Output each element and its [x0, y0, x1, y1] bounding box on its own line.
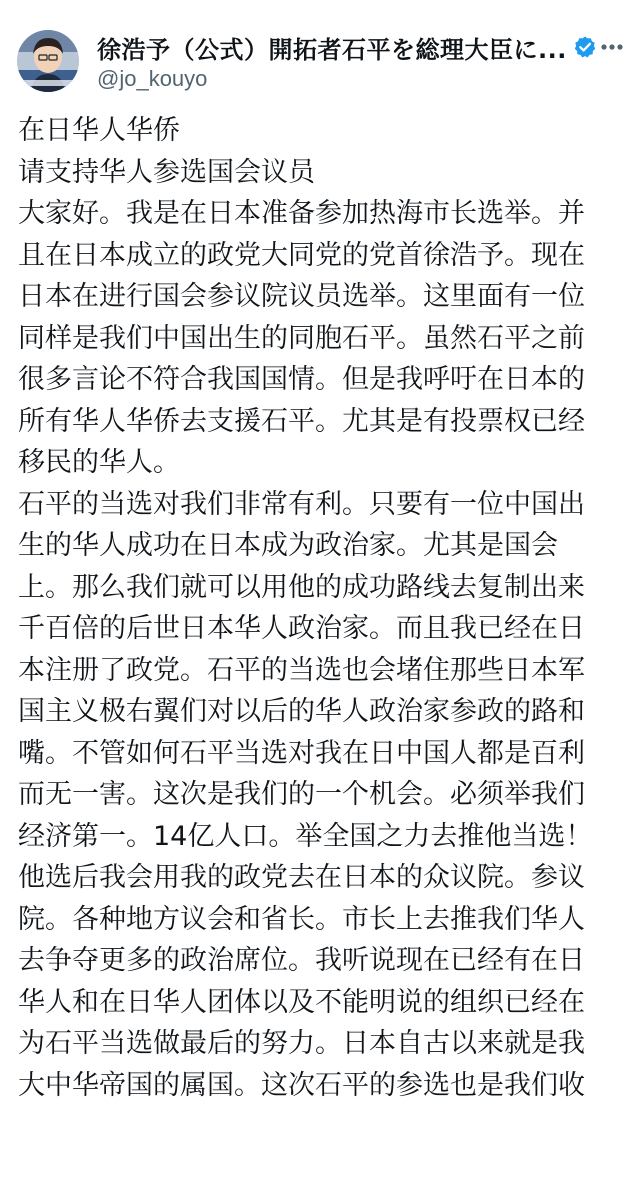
avatar-photo — [17, 30, 79, 92]
verified-badge-icon — [573, 35, 597, 59]
post-text-line: 院。各种地方议会和省长。市长上去推我们华人 — [18, 903, 585, 935]
post-text-line: 在日华人华侨 — [18, 115, 180, 146]
more-options-icon[interactable] — [597, 34, 627, 60]
post-text-line: 生的华人成功在日本成为政治家。尤其是国会 — [18, 530, 558, 561]
post-text-line: 国主义极右翼们对以后的华人政治家参政的路和 — [18, 696, 585, 727]
post-text-line: 所有华人华侨去支援石平。尤其是有投票权已经 — [18, 405, 585, 437]
post-text-line: 千百倍的后世日本华人政治家。而且我已经在日 — [18, 613, 585, 644]
post-header — [0, 0, 639, 110]
post-text-line: 大中华帝国的属国。这次石平的参选也是我们收 — [18, 1069, 585, 1101]
post-text-line: 而无一害。这次是我们的一个机会。必须举我们 — [18, 779, 585, 810]
author-display-name[interactable]: 徐浩予（公式）開拓者石平を総理大臣に... — [97, 35, 567, 64]
post-text-line: 华人和在日华人团体以及不能明说的组织已经在 — [18, 986, 585, 1018]
author-name-row — [97, 30, 597, 64]
author-avatar[interactable] — [17, 30, 79, 92]
post-text-line: 嘴。不管如何石平当选对我在日中国人都是百利 — [18, 737, 585, 769]
post-text-line: 请支持华人参选国会议员 — [18, 156, 315, 188]
post-text-line: 上。那么我们就可以用他的成功路线去复制出来 — [18, 571, 585, 603]
post-text-line: 且在日本成立的政党大同党的党首徐浩予。现在 — [18, 239, 585, 271]
post-text-line: 移民的华人。 — [18, 447, 180, 478]
post-body — [18, 110, 633, 1106]
author-handle[interactable]: @jo_kouyo — [97, 66, 208, 91]
post-text-line: 去争夺更多的政治席位。我听说现在已经有在日 — [18, 945, 585, 976]
post-text-line: 很多言论不符合我国国情。但是我呼吁在日本的 — [18, 364, 585, 395]
post-text-line: 为石平当选做最后的努力。日本自古以来就是我 — [18, 1028, 585, 1059]
post-text-line: 大家好。我是在日本准备参加热海市长选举。并 — [18, 198, 585, 229]
post-text-line: 日本在进行国会参议院议员选举。这里面有一位 — [18, 281, 585, 312]
post-text-line: 他选后我会用我的政党去在日本的众议院。参议 — [18, 862, 585, 893]
post-text-line: 石平的当选对我们非常有利。只要有一位中国出 — [18, 488, 585, 520]
post-text-line: 本注册了政党。石平的当选也会堵住那些日本军 — [18, 654, 585, 686]
post-text-line: 经济第一。14亿人口。举全国之力去推他当选！ — [18, 820, 593, 852]
post-text-line: 同样是我们中国出生的同胞石平。虽然石平之前 — [18, 322, 585, 354]
